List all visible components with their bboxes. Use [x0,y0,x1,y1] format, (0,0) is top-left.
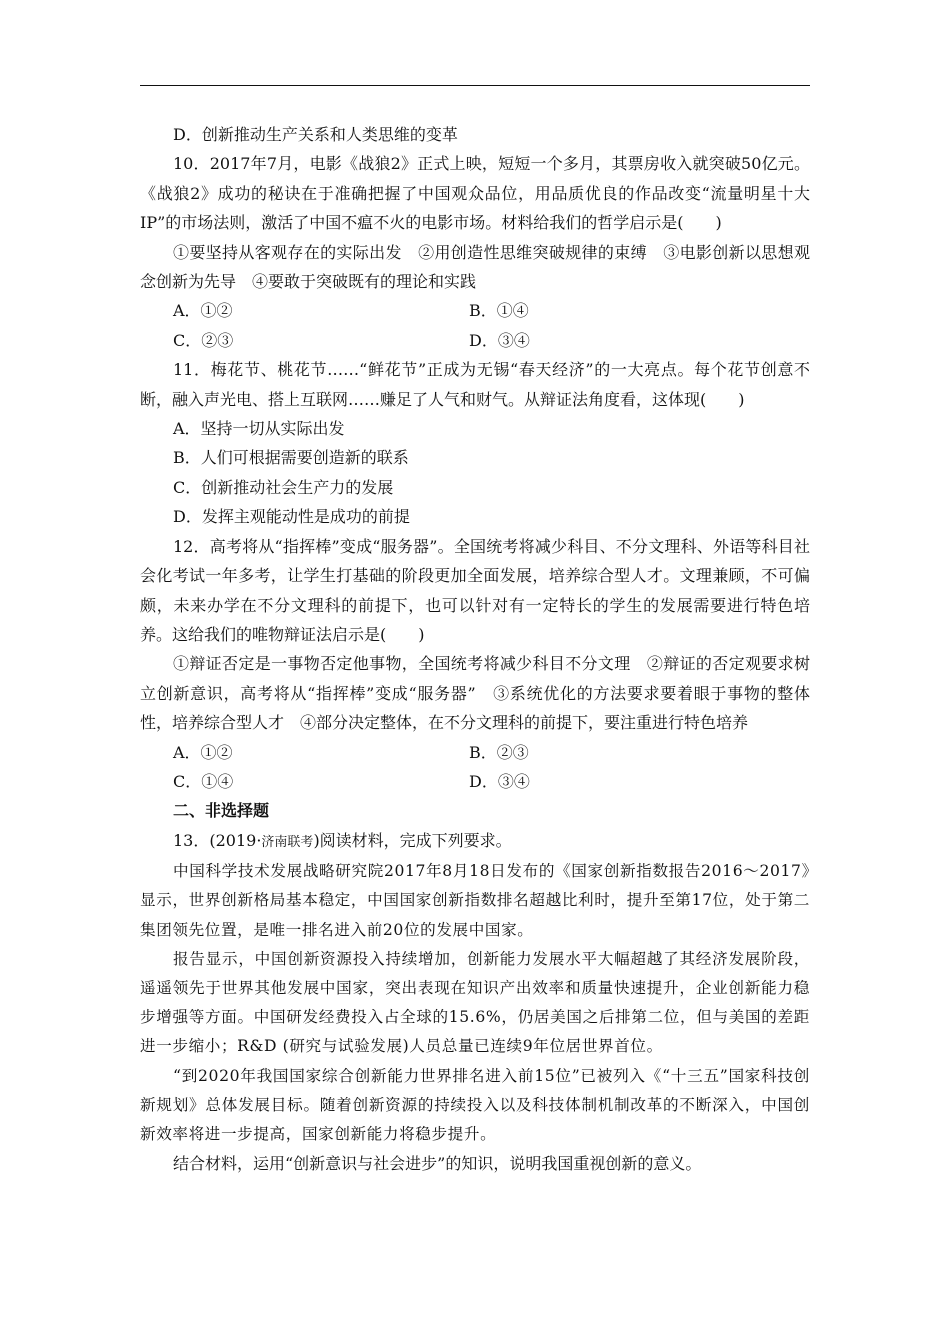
q11-option-a: A．坚持一切从实际出发 [173,419,345,439]
q12-items: ①辩证否定是一事物否定他事物，全国统考将减少科目不分文理 ②辩证的否定观要求树立创新意识，高考将从“指挥棒”变成“服务器” ③系统优化的方法要求要着眼于事物的整体性，培养综合型人才 ④部分决定整体，在不分文理科的前提下，要注重进行特色培养 [140,654,810,733]
q12-options-row-2 [140,767,810,796]
q10-option-b: B．①④ [469,301,529,321]
q10-options-row-1 [140,296,810,325]
q11-option-d: D．发挥主观能动性是成功的前提 [173,507,410,527]
header-rule [140,85,810,86]
q13-material-paragraph-2: 报告显示，中国创新资源投入持续增加，创新能力发展水平大幅超越了其经济发展阶段，遥遥领先于世界其他发展中国家，突出表现在知识产出效率和质量快速提升，企业创新能力稳步增强等方面。中国研发经费投入占全球的15.6%，仍居美国之后排第二位，但与美国的差距进一步缩小；R&D (研究与试验发展)人员总量已连续9年位居世界首位。 [140,949,810,1056]
q12-option-a: A．①② [173,742,233,762]
q12-option-d: D．③④ [469,771,530,791]
q13-question: 结合材料，运用“创新意识与社会进步”的知识，说明我国重视创新的意义。 [173,1154,702,1174]
page-content [140,120,810,1179]
section-title: 二、非选择题 [173,801,270,821]
q13-material-paragraph-3: “到2020年我国国家综合创新能力世界排名进入前15位”已被列入《“十三五”国家科技创新规划》总体发展目标。随着创新资源的持续投入以及科技体制机制改革的不断深入，中国创新效率将进一步提高，国家创新能力将稳步提升。 [140,1066,810,1143]
q10-option-d: D．③④ [469,330,530,350]
q12-stem: 12．高考将从“指挥棒”变成“服务器”。全国统考将减少科目、不分文理科、外语等科目社会化考试一年多考，让学生打基础的阶段更加全面发展，培养综合型人才。文理兼顾，不可偏颇，未来办学在不分文理科的前提下，也可以针对有一定特长的学生的发展需要进行特色培养。这给我们的唯物辩证法启示是( ) [140,536,810,644]
q12-option-c: C．①④ [173,771,234,791]
q11-option-b: B．人们可根据需要创造新的联系 [173,448,409,468]
q13-header [140,826,810,857]
q12-option-b: B．②③ [469,742,529,762]
q13-source: 济南联考 [261,834,314,850]
q11-stem: 11．梅花节、桃花节……“鲜花节”正成为无锡“春天经济”的一大亮点。每个花节创意不断，融入声光电、搭上互联网……赚足了人气和财气。从辩证法角度看，这体现( ) [140,360,810,409]
q10-option-a: A．①② [173,301,233,321]
q10-items: ①要坚持从客观存在的实际出发 ②用创造性思维突破规律的束缚 ③电影创新以思想观念创新为先导 ④要敢于突破既有的理论和实践 [140,242,810,292]
q13-material-paragraph-1: 中国科学技术发展战略研究院2017年8月18日发布的《国家创新指数报告2016～2017》显示，世界创新格局基本稳定，中国国家创新指数排名超越比利时，提升至第17位，处于第二集团领先位置，是唯一排名进入前20位的发展中国家。 [140,862,810,939]
q13-instruction: )阅读材料，完成下列要求。 [313,830,512,850]
q13-number: 13．(2019· [173,830,262,850]
q10-options-row-2 [140,326,810,355]
q10-stem: 10．2017年7月，电影《战狼2》正式上映，短短一个多月，其票房收入就突破50亿元。《战狼2》成功的秘诀在于准确把握了中国观众品位，用品质优良的作品改变“流量明星十大IP”的市场法则，激活了中国不瘟不火的电影市场。材料给我们的哲学启示是( ) [140,154,810,233]
q9-option-d: D．创新推动生产关系和人类思维的变革 [173,125,458,144]
q10-option-c: C．②③ [173,330,234,350]
q12-options-row-1 [140,738,810,767]
q11-option-c: C．创新推动社会生产力的发展 [173,477,394,497]
